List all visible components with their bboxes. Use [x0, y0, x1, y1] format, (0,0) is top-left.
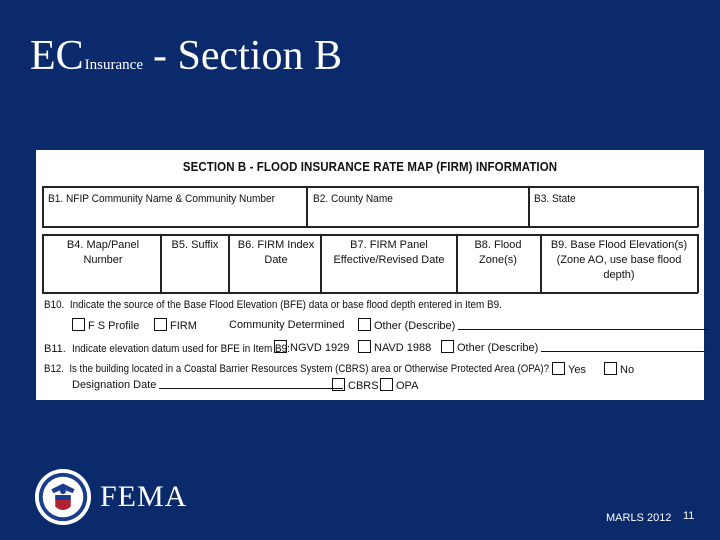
checkbox-fs-profile[interactable] [72, 318, 85, 331]
b11-text: Indicate elevation datum used for BFE in Item B9: [71, 343, 290, 355]
option-other-b10: Other (Describe) [374, 320, 456, 332]
fema-logo: FEMA [100, 480, 188, 513]
title-main: EC [30, 33, 84, 79]
b12-label: B12. [44, 363, 64, 375]
field-b3[interactable]: B3. State [534, 193, 576, 205]
checkbox-firm[interactable] [154, 318, 167, 331]
b11-other-line[interactable] [541, 341, 705, 352]
b10-options [72, 318, 139, 333]
option-opa: OPA [396, 380, 419, 392]
b12-text: Is the building located in a Coastal Barrier Resources System (CBRS) area or Otherwise Protected Area (OPA)? [69, 363, 550, 375]
form-header: SECTION B - FLOOD INSURANCE RATE MAP (FIRM) INFORMATION [182, 160, 558, 174]
checkbox-other-b11[interactable] [441, 340, 454, 353]
option-no: No [620, 364, 635, 376]
checkbox-cbrs[interactable] [332, 378, 345, 391]
option-yes: Yes [568, 364, 586, 376]
field-b5[interactable]: B5. Suffix [171, 239, 219, 251]
designation-date-label: Designation Date [72, 379, 157, 391]
b10-label: B10. [44, 299, 65, 311]
footer-text: MARLS 2012 [606, 512, 672, 524]
checkbox-navd-1988[interactable] [358, 340, 371, 353]
checkbox-ngvd-1929[interactable] [274, 340, 287, 353]
checkbox-other-b10[interactable] [358, 318, 371, 331]
b11-label: B11. [44, 343, 66, 355]
b10-question [44, 298, 502, 312]
title-sub: Insurance [84, 57, 143, 73]
option-ngvd-1929: NGVD 1929 [290, 342, 350, 354]
dhs-seal-icon [34, 468, 92, 526]
option-cbrs: CBRS [348, 380, 379, 392]
field-b6[interactable]: B6. FIRM Index Date [237, 239, 315, 266]
elevation-certificate-section-b [36, 150, 704, 400]
designation-date-line[interactable] [159, 378, 343, 389]
page-number: 11 [683, 510, 695, 522]
b10-text: Indicate the source of the Base Flood Elevation (BFE) data or base flood depth entered in Item B9. [69, 299, 502, 311]
b12-question [44, 362, 549, 376]
slide-title [30, 30, 342, 91]
field-b7[interactable]: B7. FIRM Panel Effective/Revised Date [333, 239, 445, 266]
field-b1[interactable]: B1. NFIP Community Name & Community Number [48, 193, 276, 205]
field-b9[interactable]: B9. Base Flood Elevation(s) (Zone AO, use base flood depth) [550, 239, 688, 281]
checkbox-no[interactable] [604, 362, 617, 375]
field-b8[interactable]: B8. Flood Zone(s) [474, 239, 522, 266]
field-b2[interactable]: B2. County Name [313, 193, 393, 205]
checkbox-opa[interactable] [380, 378, 393, 391]
title-rest: - Section B [152, 33, 342, 79]
option-firm: FIRM [170, 320, 197, 332]
field-b4[interactable]: B4. Map/Panel Number [66, 239, 140, 266]
option-other-b11: Other (Describe) [457, 342, 539, 354]
option-navd-1988: NAVD 1988 [374, 342, 432, 354]
option-community-determined: Community Determined [229, 319, 345, 331]
option-fs-profile: F S Profile [88, 320, 140, 332]
b10-other-line[interactable] [458, 319, 708, 330]
checkbox-yes[interactable] [552, 362, 565, 375]
